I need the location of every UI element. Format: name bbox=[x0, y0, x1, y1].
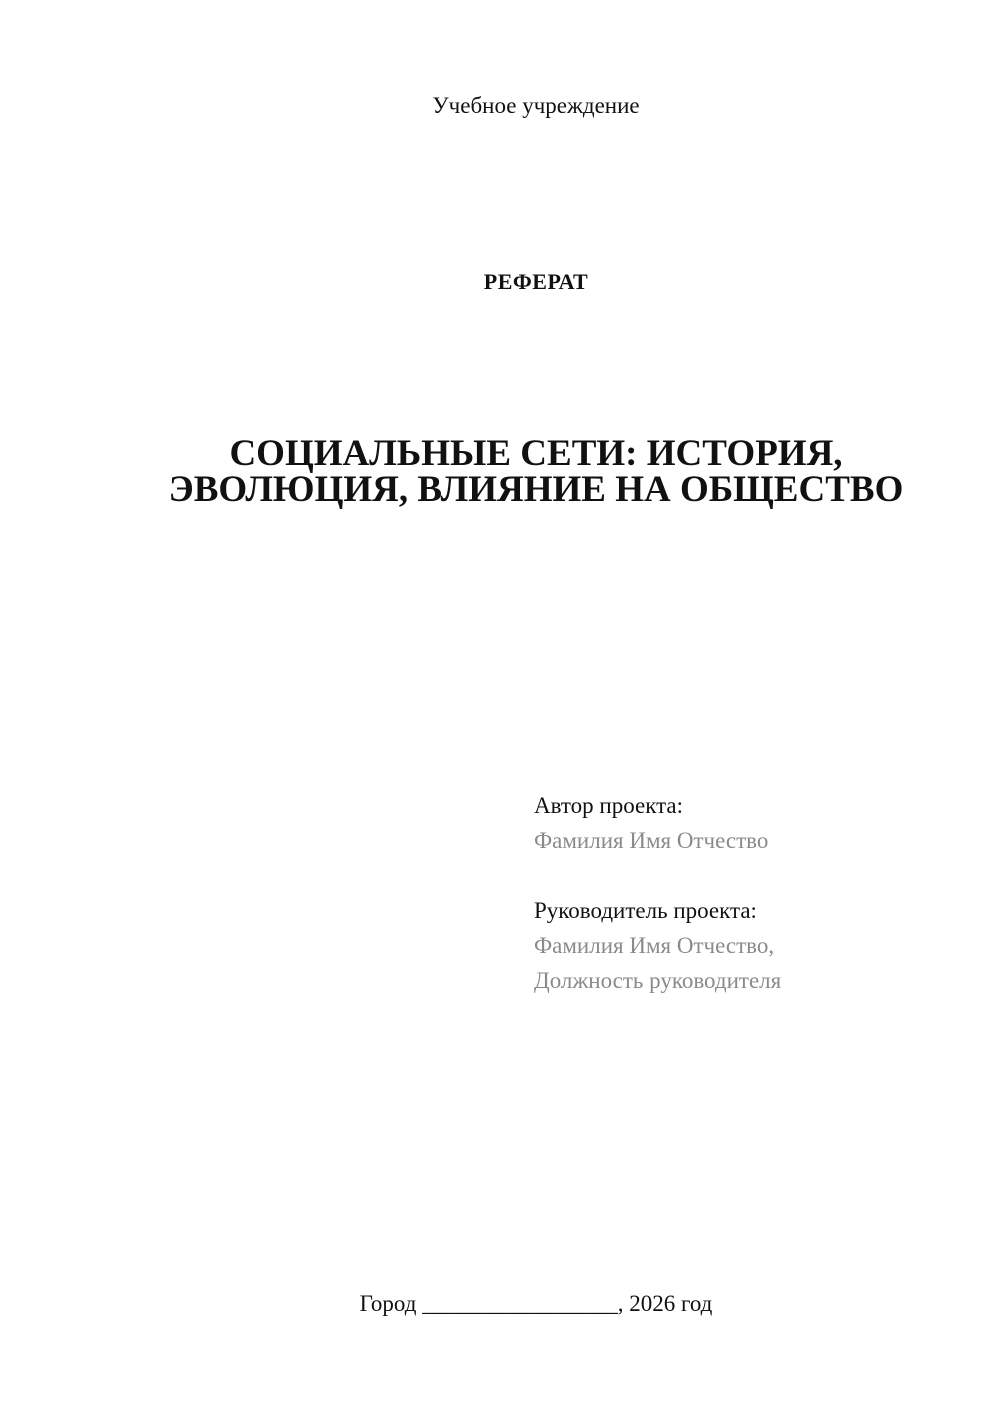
supervisor-label: Руководитель проекта: bbox=[534, 898, 757, 923]
supervisor-name: Фамилия Имя Отчество, bbox=[534, 933, 775, 958]
footer-city-year bbox=[0, 1290, 1000, 1318]
year-text: , 2026 год bbox=[617, 1291, 713, 1316]
title-line-2: ЭВОЛЮЦИЯ, ВЛИЯНИЕ НА ОБЩЕСТВО bbox=[168, 469, 904, 510]
credits-block bbox=[534, 788, 974, 998]
document-title bbox=[100, 433, 972, 510]
document-type: РЕФЕРАТ bbox=[483, 269, 589, 294]
title-line-1: СОЦИАЛЬНЫЕ СЕТИ: ИСТОРИЯ, bbox=[229, 433, 843, 474]
institution-name: Учебное учреждение bbox=[432, 93, 640, 118]
city-blank: _________________ bbox=[422, 1291, 618, 1316]
author-label: Автор проекта: bbox=[534, 793, 683, 818]
author-name: Фамилия Имя Отчество bbox=[534, 828, 769, 853]
city-label: Город bbox=[359, 1291, 417, 1316]
supervisor-position: Должность руководителя bbox=[534, 968, 782, 993]
credits-spacer bbox=[534, 858, 974, 893]
